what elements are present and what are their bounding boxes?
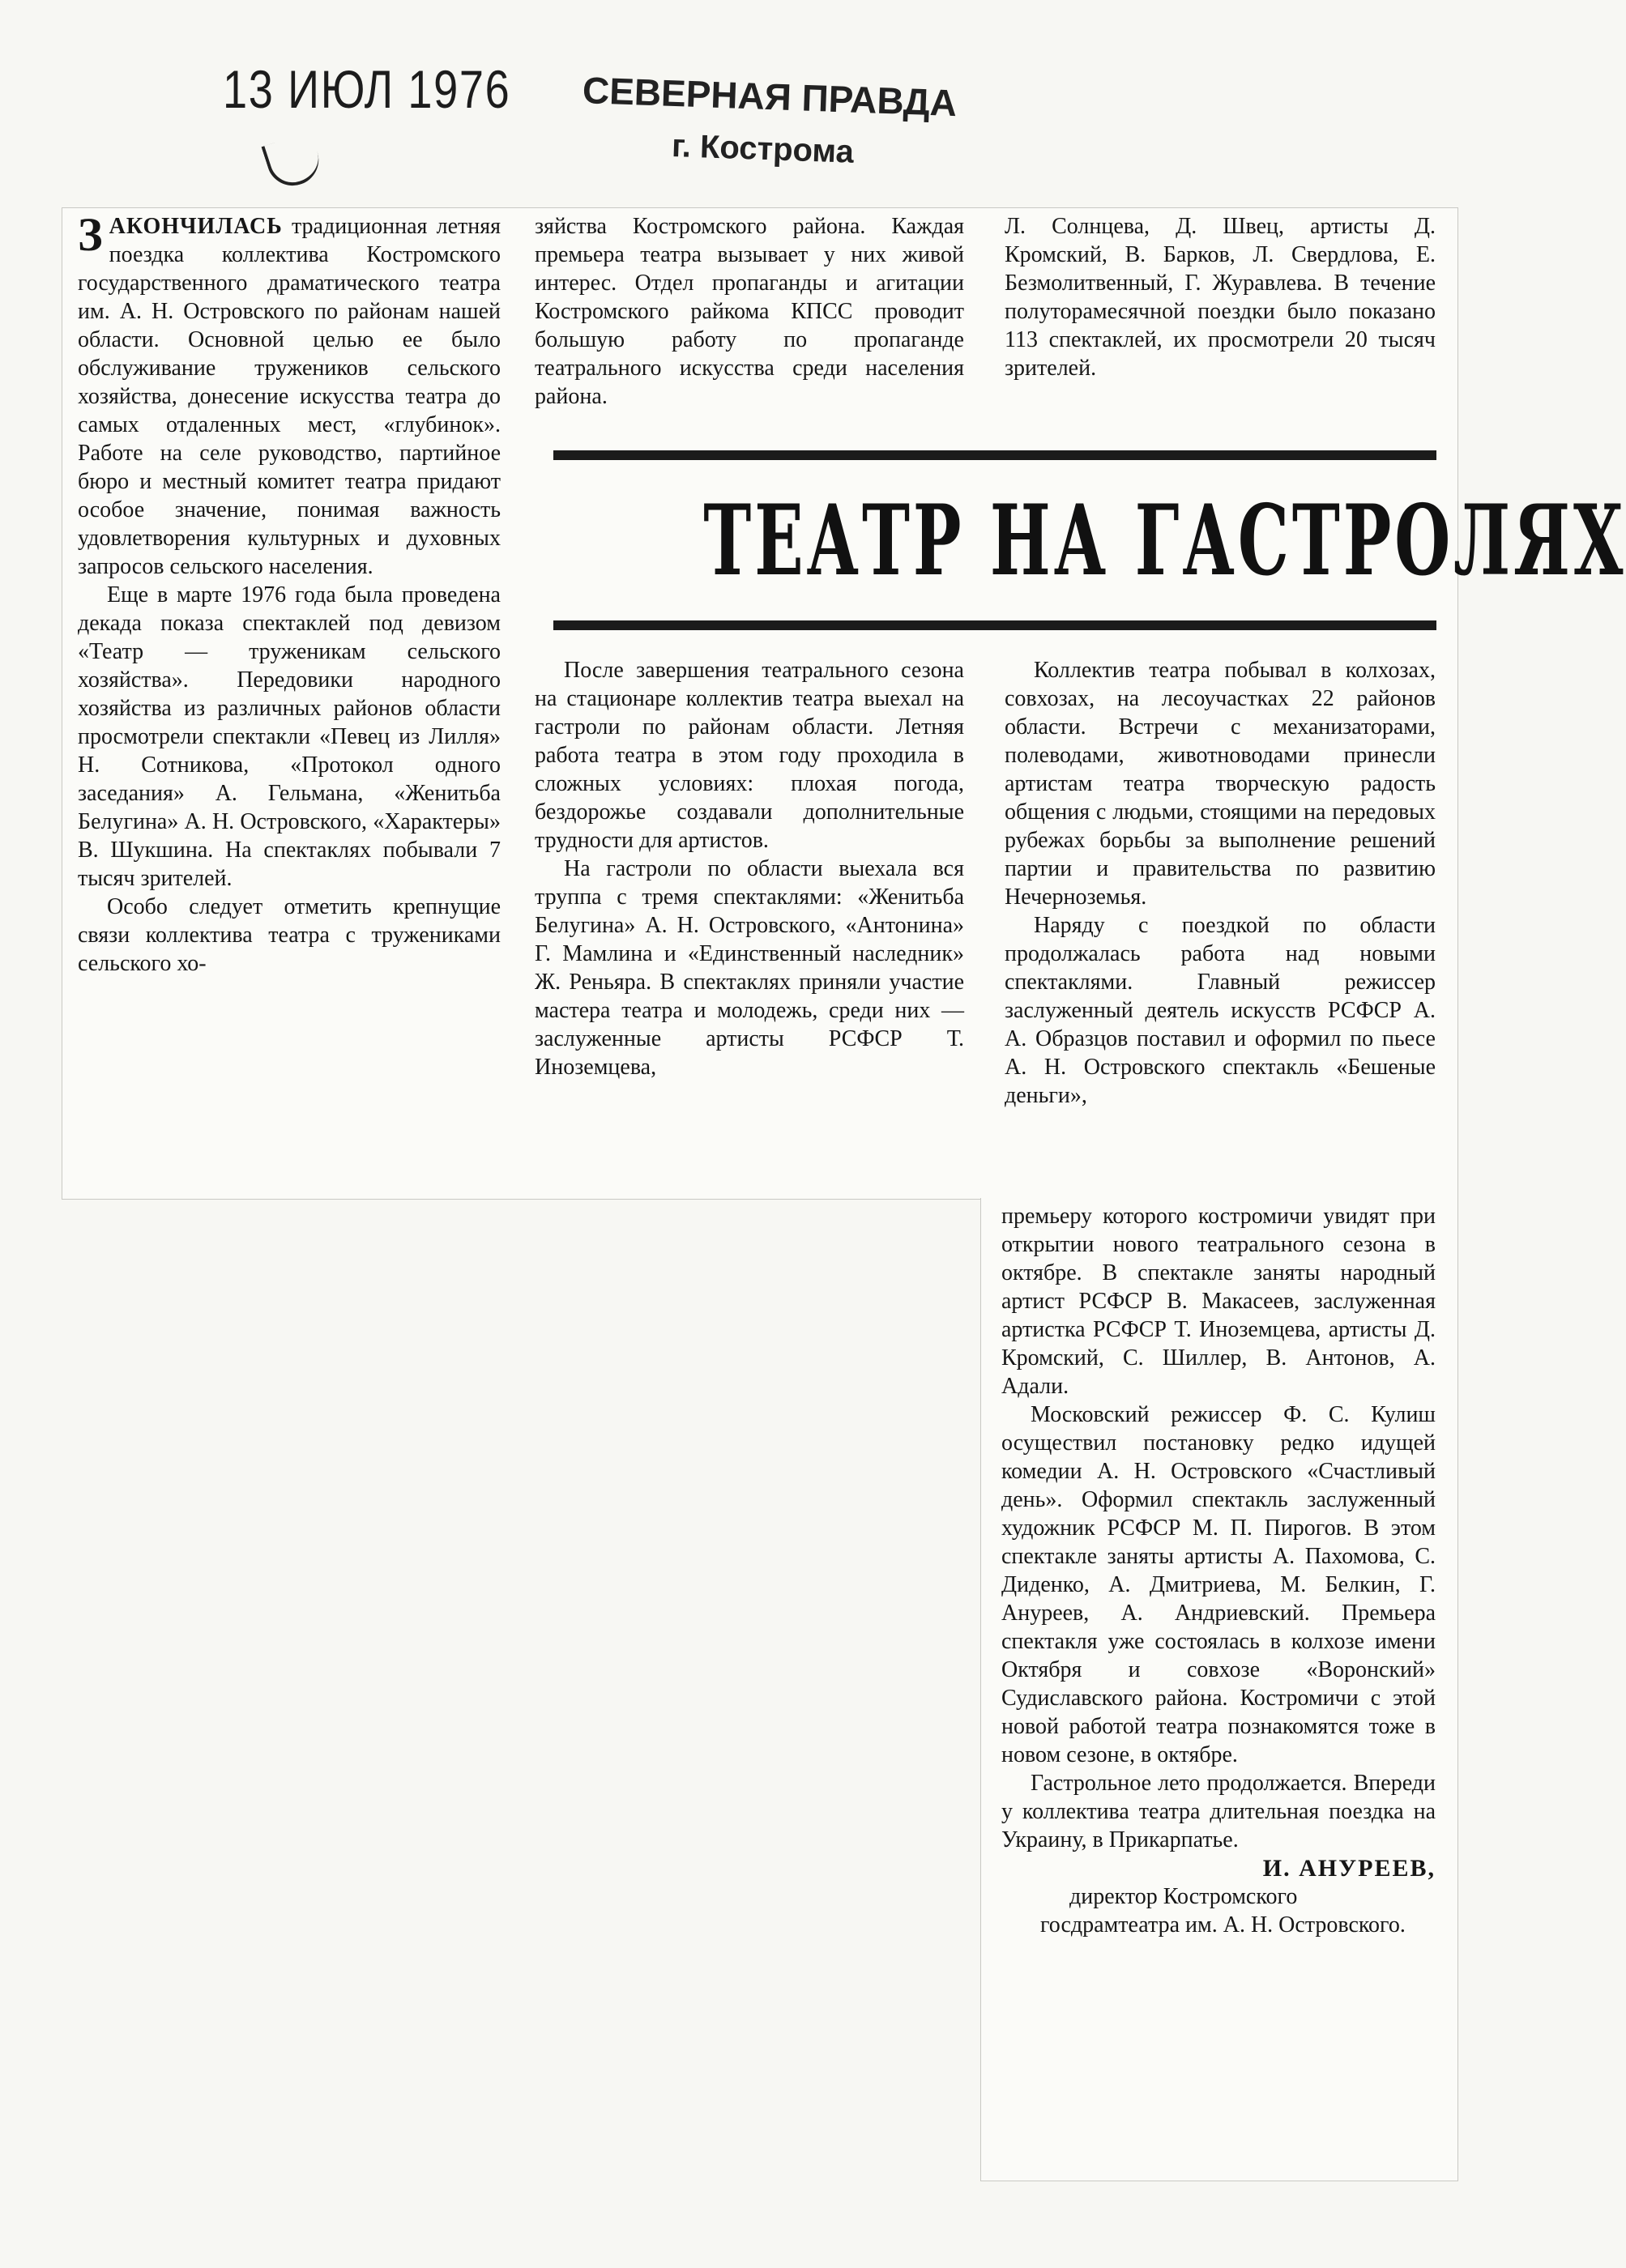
paragraph: Особо следует отметить крепнущие связи коллектива театра с тружениками сельского хо- <box>78 894 501 976</box>
article-column-4 <box>535 656 964 1081</box>
author-position: директор Костромского госдрамтеатра им. А. Н. Островского. <box>1040 1884 1406 1938</box>
article-column-2 <box>535 212 964 411</box>
lead-paragraph <box>78 208 501 581</box>
article-column-6 <box>1001 1202 1436 1939</box>
drop-cap: З <box>78 208 103 261</box>
stamp-city: г. Кострома <box>671 128 855 170</box>
stamp-newspaper-name: СЕВЕРНАЯ ПРАВДА <box>582 68 958 125</box>
lead-caps-word: АКОНЧИЛАСЬ <box>109 214 283 239</box>
article-column-1 <box>78 208 501 978</box>
article-headline: ТЕАТР НА ГАСТРОЛЯХ <box>703 484 1626 598</box>
author-name: И. АНУРЕЕВ, <box>1262 1855 1436 1882</box>
paragraph: Л. Солнцева, Д. Швец, артисты Д. Кромский, В. Барков, Л. Свердлова, Е. Безмолитвенный, Г. Журавлева. В течение полуторамесячной поездки было показано 113 спектаклей, их просмотрели 20 тысяч зрителей. <box>1005 214 1436 381</box>
paragraph: На гастроли по области выехала вся труппа с тремя спектаклями: «Женитьба Белугина» А. Н. Островского, «Антонина» Г. Мамлина и «Единственный наследник» Ж. Реньяра. В спектаклях приняли участие мастера театра и молодежь, среди них — заслуженные артисты РСФСР Т. Иноземцева, <box>535 856 964 1080</box>
article-column-5 <box>1005 656 1436 1110</box>
paragraph: После завершения театрального сезона на стационаре коллектив театра выехал на гастроли по районам области. Летняя работа театра в этом году проходила в сложных условиях: плохая погода, бездорожье создавали дополнительные трудности для артистов. <box>535 658 964 853</box>
paragraph: Наряду с поездкой по области продолжалась работа над новыми спектаклями. Главный режиссер заслуженный деятель искусств РСФСР А. А. Образцов поставил и оформил по пьесе А. Н. Островского спектакль «Бешеные деньги», <box>1005 913 1436 1108</box>
paragraph: Московский режиссер Ф. С. Кулиш осуществил постановку редко идущей комедии А. Н. Островского «Счастливый день». Оформил спектакль заслуженный художник РСФСР М. П. Пирогов. В этом спектакле заняты артисты А. Пахомова, С. Диденко, А. Дмитриева, М. Белкин, Г. Ануреев, А. Андриевский. Премьера спектакля уже состоялась в колхозе имени Октября и совхозе «Воронский» Судиславского района. Костромичи с этой новой работой театра познакомятся тоже в новом сезоне, в октябре. <box>1001 1402 1436 1767</box>
paragraph: зяйства Костромского района. Каждая премьера театра вызывает у них живой интерес. Отдел пропаганды и агитации Костромского райкома КПСС проводит большую работу по пропаганде театрального искусства среди населения района. <box>535 214 964 409</box>
article-column-3 <box>1005 212 1436 382</box>
lead-paragraph-text: традиционная летняя поездка коллектива Костромского государственного драматического театра им. А. Н. Островского по районам нашей области. Основной целью ее было обслуживание тружеников сельского хозяйства, донесение искусства театра до самых отдаленных мест, «глубинок». Работе на селе руководство, партийное бюро и местный комитет театра придают особое значение, понимая важность удовлетворения культурных и духовных запросов сельского населения. <box>78 214 501 579</box>
headline-top-rule <box>553 450 1436 460</box>
paragraph: премьеру которого костромичи увидят при открытии нового театрального сезона в октябре. В спектакле заняты народный артист РСФСР В. Макасеев, заслуженная артистка РСФСР Т. Иноземцева, артисты Д. Кромский, С. Шиллер, В. Антонов, А. Адали. <box>1001 1204 1436 1399</box>
paragraph: Коллектив театра побывал в колхозах, совхозах, на лесоучастках 22 районов области. Встречи с механизаторами, полеводами, животноводами принесли артистам театра творческую радость общения с людьми, стоящими на передовых рубежах борьбы за выполнение решений партии и правительства по развитию Нечерноземья. <box>1005 658 1436 910</box>
headline-bottom-rule <box>553 620 1436 630</box>
paragraph: Еще в марте 1976 года была проведена декада показа спектаклей под девизом «Театр — труженикам сельского хозяйства». Передовики народного хозяйства из различных районов области просмотрели спектакли «Певец из Лилля» Н. Сотникова, «Протокол одного заседания» А. Гельмана, «Женитьба Белугина» А. Н. Островского, «Характеры» В. Шукшина. На спектаклях побывали 7 тысяч зрителей. <box>78 582 501 891</box>
paragraph: Гастрольное лето продолжается. Впереди у коллектива театра длительная поездка на Украину, в Прикарпатье. <box>1001 1771 1436 1852</box>
stamp-date: 13 ИЮЛ 1976 <box>223 59 511 119</box>
handwritten-check-mark <box>261 131 325 193</box>
